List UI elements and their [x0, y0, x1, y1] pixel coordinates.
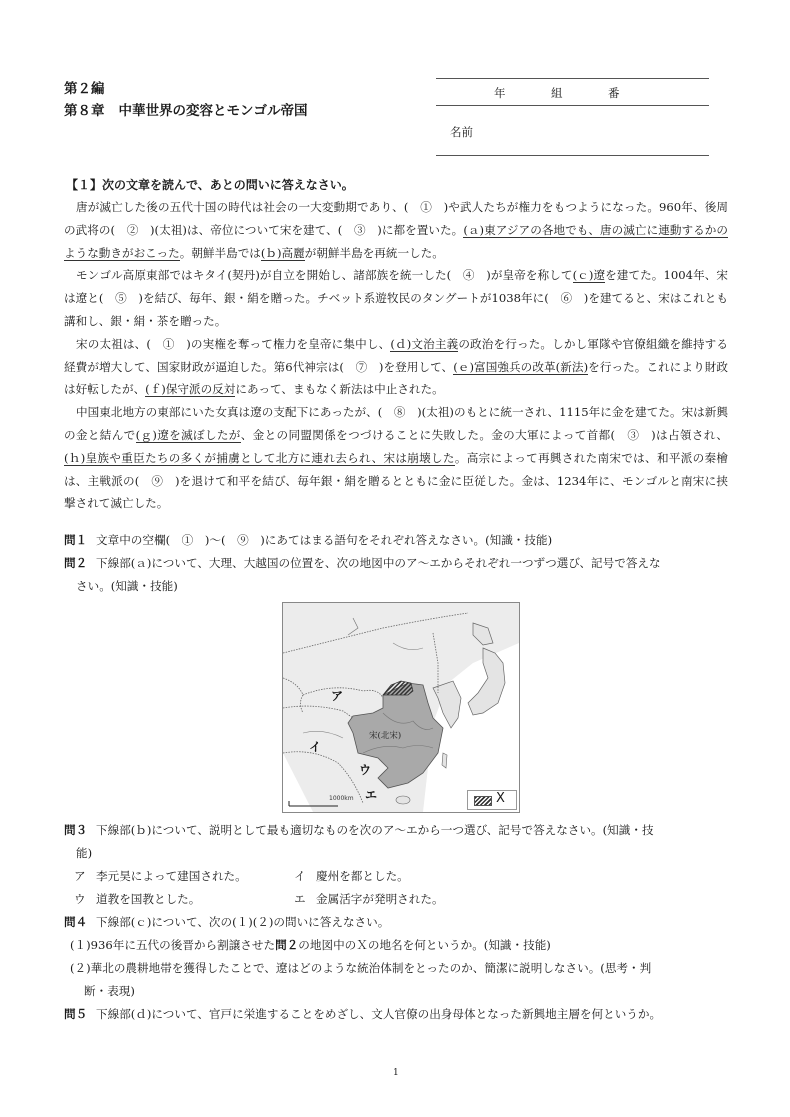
year-label: 年 [494, 86, 506, 100]
underlined-phrase: (ｆ)保守派の反対 [145, 382, 236, 397]
section-heading: 【１】次の文章を読んで、あとの問いに答えなさい。 [66, 178, 354, 192]
hokkaido-landmass [473, 623, 493, 645]
chapter-name: 中華世界の変容とモンゴル帝国 [118, 103, 308, 119]
map-label-u: ウ [359, 763, 372, 777]
question-number: 問３ [64, 823, 88, 837]
paragraph [64, 401, 728, 515]
question-number: 問２ [64, 556, 88, 570]
underlined-phrase: (ｃ)遼 [572, 268, 606, 283]
number-label: 番 [608, 86, 620, 100]
question-text-continued: 能) [76, 845, 93, 860]
choice-e: エ 金属活字が発明された。 [294, 891, 444, 906]
question-text: 文章中の空欄( ① )～( ⑨ )にあてはまる語句をそれぞれ答えなさい。(知識・技能) [96, 533, 553, 547]
document-header [64, 78, 308, 122]
question-1 [64, 529, 734, 552]
paragraph [64, 264, 728, 332]
passage-text: にあって、まもなく新法は中止された。 [235, 382, 444, 397]
passage-text: 唐が滅亡した後の五代十国の時代は社会の一大変動期であり、( ① )や武人たちが権力をもつようになった。960年、後周の武将の( ② )(太祖)は、帝位について宋を建て、( ③ )に都を置いた。 [64, 200, 728, 237]
boundary-line [301, 695, 304, 713]
passage-text: 中国東北地方の東部にいた女真は遼の支配下にあったが、( ⑧ )(太祖)のもとに統一され、1115年に金を建てた。宋は新興の金と結んで [64, 405, 728, 442]
question-reference: 問２ [275, 938, 299, 952]
lake-baikal [348, 618, 358, 635]
question-5 [64, 1003, 734, 1026]
choice-u: ウ 道教を国教とした。 [74, 891, 201, 906]
underlined-phrase: (ｂ)高麗 [260, 245, 305, 260]
underlined-phrase: (ｅ)富国強兵の改革(新法) [453, 359, 589, 374]
map-label-a: ア [331, 689, 344, 703]
paragraph [64, 333, 728, 401]
question-number: 問１ [64, 533, 88, 547]
passage-text: が朝鮮半島を再統一した。 [304, 245, 444, 260]
boundary-line [283, 706, 353, 718]
choice-a: ア 李元昊によって建国された。 [74, 869, 247, 883]
name-box [436, 78, 709, 156]
question-number: 問４ [64, 915, 88, 929]
chapter-title [64, 100, 308, 122]
question-text: 下線部(ｃ)について、次の(１)(２)の問いに答えなさい。 [96, 915, 390, 929]
question-text: 下線部(ｄ)について、官戸に栄進することをめざし、文人官僚の出身母体となった新興地主層を何というか。 [96, 1007, 662, 1021]
region-x-hatched [383, 681, 413, 695]
scale-label: 1000km [329, 795, 354, 802]
passage-text: 。高宗によって再興された南宋では、和平派の秦檜は、主戦派の( ⑨ )を退けて和平を結び、毎年銀・絹を贈るとともに金に臣従した。金は、1234年に、モンゴルと南宋に挟撃されて滅亡した。 [64, 450, 728, 511]
divider [436, 155, 709, 156]
question-3 [64, 819, 734, 865]
passage-text: を行った。これにより財政は好転したが、 [64, 359, 728, 397]
boundary-line [433, 633, 438, 693]
underlined-phrase: (ｇ)遼を滅ぼしたが [135, 427, 241, 442]
map-label-song: 宋(北宋) [369, 731, 402, 741]
river-line [303, 731, 343, 738]
legend-label: X [496, 791, 505, 806]
question-4-sub-1: (１)936年に五代の後晋から割譲させた問２の地図中のＸの地名を何というか。(知識・技能) [70, 938, 551, 952]
passage-text: の政治を行った。しかし軍隊や官僚組織を維持する経費が増大して、国家財政が逼迫した。第6代神宗は( ⑦ )を登用して、 [64, 336, 728, 374]
passage-text: を建てた。1004年、宋は遼と( ⑤ )を結び、毎年、銀・絹を贈った。チベット系遊牧民のタングートが1038年に( ⑥ )を建てると、宋はこれとも講和し、銀・絹・茶を贈った。 [64, 268, 728, 328]
name-label: 名前 [450, 125, 473, 139]
page-number: 1 [393, 1068, 399, 1078]
class-label: 組 [551, 86, 563, 100]
name-row[interactable] [436, 106, 709, 155]
underlined-phrase: (ｈ)皇族や重臣たちの多くが捕虜として北方に連れ去られ、宋は崩壊した [64, 450, 455, 465]
passage-text: 宋の太祖は、( ① )の実権を奪って権力を皇帝に集中し、 [76, 336, 391, 351]
paragraph [64, 196, 728, 264]
hainan-landmass [396, 796, 410, 804]
sea-area [283, 753, 313, 812]
class-info-row[interactable] [436, 79, 709, 105]
underlined-phrase: (ｄ)文治主義 [390, 336, 459, 351]
question-text: 下線部(ｂ)について、説明として最も適切なものを次のア～エから一つ選び、記号で答えなさい。(知識・技 [96, 823, 654, 837]
map-legend [467, 790, 517, 810]
answer-choices [74, 865, 674, 911]
boundary-line [283, 613, 468, 653]
passage-text: 。朝鮮半島では [179, 245, 261, 260]
question-text-continued: さい。(知識・技能) [76, 578, 178, 593]
historical-map [282, 602, 520, 813]
river-line [393, 643, 423, 650]
question-number: 問５ [64, 1007, 88, 1021]
chapter-number: 第８章 [64, 103, 105, 119]
map-label-i: イ [309, 740, 322, 754]
passage-text: 、金との同盟関係をつづけることに失敗した。金の大軍によって首都( ③ )は占領され、 [240, 427, 728, 442]
underlined-phrase: (ａ)東アジアの各地でも、唐の滅亡に連動するかのような動きがおこった [64, 222, 728, 260]
hatch-swatch-icon [474, 796, 492, 806]
question-4-sub-2: (２)華北の農耕地帯を獲得したことで、遼はどのような統治体制をとったのか、簡潔に説明しなさい。(思考・判 断・表現) [70, 961, 652, 998]
map-graphic [283, 603, 519, 812]
part-title: 第２編 [64, 81, 105, 97]
choice-i: イ 慶州を都とした。 [294, 869, 409, 883]
question-2 [64, 552, 734, 598]
map-label-e: エ [365, 788, 378, 802]
question-text: 下線部(ａ)について、大理、大越国の位置を、次の地図中のア～エからそれぞれ一つずつ選び、記号で答えな [96, 556, 661, 570]
passage-text: モンゴル高原東部ではキタイ(契丹)が自立を開始し、諸部族を統一した( ④ )が皇帝を称して [76, 268, 573, 283]
question-4 [64, 911, 734, 934]
reading-passage [64, 196, 728, 515]
taiwan-landmass [442, 753, 447, 768]
